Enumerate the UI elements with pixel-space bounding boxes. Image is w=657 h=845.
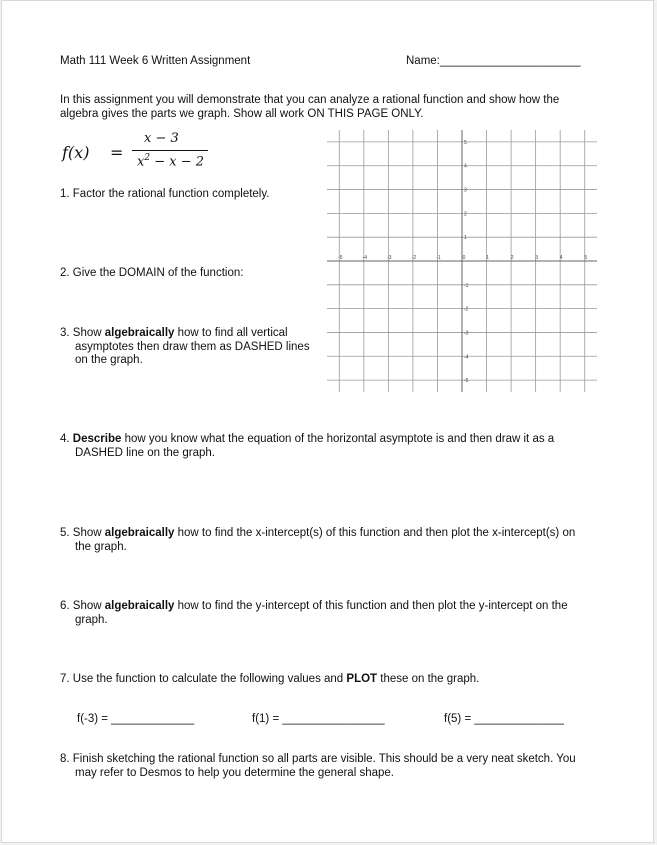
q5-text-d: the graph. [75,540,127,553]
q5-text-a: 5. Show [60,527,105,539]
function-formula [62,131,222,181]
q6-text-d: graph. [75,613,108,626]
den-rest: − x − 2 [150,154,204,170]
q4-bold: Describe [72,433,122,445]
q3-text-e: on the graph. [75,354,143,366]
question-4 [60,433,600,460]
question-8 [60,753,605,780]
q4-text-a: 4. [60,433,73,445]
x-tick-label: 2 [510,255,514,261]
worksheet-page [1,0,654,843]
x-tick-label: 1 [486,255,489,261]
q8-text-a: 8. Finish sketching the rational function so all parts are visible. This should be a very neat sketch. You [60,753,576,765]
fraction-bar [132,150,208,151]
y-tick-label: 1 [464,235,467,242]
formula-numerator: x − 3 [144,131,179,146]
formula-denominator [137,153,204,169]
q5-bold: algebraically [104,527,175,539]
q6-bold: algebraically [104,600,175,612]
coordinate-grid[interactable] [324,127,600,395]
value-f-5[interactable]: f(5) = ______________ [444,713,564,725]
den-exponent: 2 [144,153,151,163]
y-tick-label: -4 [464,354,469,361]
x-tick-label: 5 [584,255,588,261]
q6-text-c: how to find the y-intercept of this function and then plot the y-intercept on the [174,600,568,612]
q8-text-b: may refer to Desmos to help you determine the general shape. [75,766,394,779]
x-tick-label: -5 [338,255,343,261]
y-tick-label: -2 [464,306,469,313]
name-field[interactable] [406,54,581,68]
den-base: x [137,154,145,170]
question-1: 1. Factor the rational function completely. [60,188,270,200]
x-tick-label: -3 [387,255,392,261]
y-tick-label: -1 [464,282,469,289]
y-tick-label: 4 [464,163,467,170]
q4-text-c: how you know what the equation of the horizontal asymptote is and then draw it as a [121,433,555,445]
y-tick-label: 2 [464,211,467,218]
x-tick-label: -2 [411,255,417,261]
q7-bold: PLOT [346,673,378,685]
value-f-neg3[interactable]: f(-3) = _____________ [77,713,195,725]
formula-equals: = [110,143,124,162]
y-tick-label: -3 [464,330,469,337]
q3-text-d: asymptotes then draw them as DASHED lines [75,340,310,353]
q7-text-c: these on the graph. [377,673,480,685]
q4-text-d: DASHED line on the graph. [75,446,215,459]
q3-bold: algebraically [104,327,175,339]
y-tick-label: 5 [464,139,467,146]
q3-text-c: how to find all vertical [174,327,288,339]
y-tick-label: -5 [464,378,469,385]
x-tick-label: -1 [436,255,441,261]
question-2: 2. Give the DOMAIN of the function: [60,267,244,279]
question-7 [60,673,479,687]
q5-text-c: how to find the x-intercept(s) of this function and then plot the x-intercept(s) on [174,527,576,539]
q6-text-a: 6. Show [60,600,105,612]
name-label: Name: [406,55,440,67]
q7-text-a: 7. Use the function to calculate the following values and [60,673,347,685]
value-f-1[interactable]: f(1) = ________________ [252,713,385,725]
x-tick-label: 0 [462,255,466,261]
assignment-title: Math 111 Week 6 Written Assignment [60,55,251,67]
formula-lhs: f(x) [62,143,90,162]
q3-text-a: 3. Show [60,327,105,339]
y-tick-label: 3 [464,187,467,194]
name-blank: ______________________ [439,55,581,67]
question-6 [60,600,600,627]
x-tick-label: 3 [535,255,539,261]
question-5 [60,527,600,554]
question-3 [60,327,325,368]
x-tick-label: -4 [362,255,368,261]
intro-text: In this assignment you will demonstrate that you can analyze a rational function and show how the algebra gives the parts we graph. Show all work ON THIS PAGE ONLY. [60,94,560,120]
x-tick-label: 4 [559,255,563,261]
